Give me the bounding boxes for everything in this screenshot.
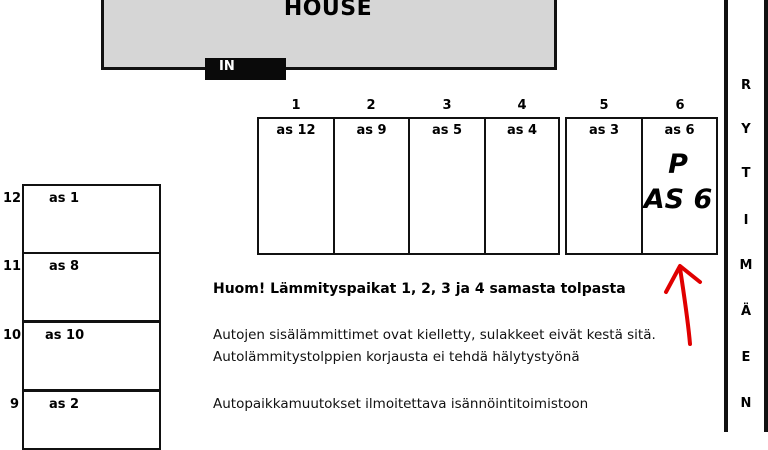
parking-slot-2 [335,119,410,253]
slot-number-2: 2 [366,98,376,113]
parking-slot-5 [567,119,643,253]
note-line-3: Autopaikkamuutokset ilmoitettava isännöintitoimistoon [213,396,589,412]
house-title: HOUSE [283,0,373,21]
note-line-2: Autolämmitystolppien korjausta ei tehdä hälytystyönä [213,349,580,365]
slot-number-1: 1 [291,98,301,113]
left-slot-number-10: 10 [3,328,22,343]
highlight-p-label: P [668,149,688,180]
parking-slot-12 [22,184,161,254]
street-letter-5: M [739,258,753,273]
left-slot-number-12: 12 [3,191,22,206]
slot-label-6: as 6 [664,123,695,138]
street-letter-4: I [743,213,749,228]
note-heading: Huom! Lämmityspaikat 1, 2, 3 ja 4 samasta tolpasta [213,281,626,297]
parking-slot-9 [22,390,161,450]
parking-slot-11 [22,252,161,322]
left-slot-label-9: as 2 [49,397,80,412]
entrance-marker: IN [205,58,286,80]
red-arrow-icon [660,260,710,350]
slot-number-6: 6 [675,98,685,113]
parking-slot-1 [259,119,335,253]
street-letter-7: E [741,350,751,365]
parking-group-1-4 [257,117,560,255]
left-slot-label-11: as 8 [49,259,80,274]
left-slot-label-10: as 10 [45,328,85,343]
street-letter-8: N [740,396,752,411]
street-letter-6: Ä [740,304,752,319]
slot-label-5: as 3 [588,123,620,138]
street-letter-3: T [741,166,751,181]
slot-number-5: 5 [599,98,609,113]
slot-number-3: 3 [442,98,452,113]
left-slot-number-11: 11 [3,259,22,274]
street-letter-1: R [740,78,751,93]
parking-slot-10 [22,321,161,391]
note-line-1: Autojen sisälämmittimet ovat kielletty, sulakkeet eivät kestä sitä. [213,327,656,343]
slot-label-4: as 4 [506,123,538,138]
parking-slot-4 [486,119,558,253]
parking-slot-3 [410,119,486,253]
street-border-right [764,0,768,432]
street-letter-2: Y [741,122,751,137]
highlight-slot-label: AS 6 [643,184,713,215]
slot-label-3: as 5 [431,123,463,138]
slot-number-4: 4 [517,98,527,113]
slot-label-1: as 12 [276,123,316,138]
slot-label-2: as 9 [356,123,387,138]
left-slot-number-9: 9 [10,397,20,412]
left-slot-label-12: as 1 [49,191,80,206]
